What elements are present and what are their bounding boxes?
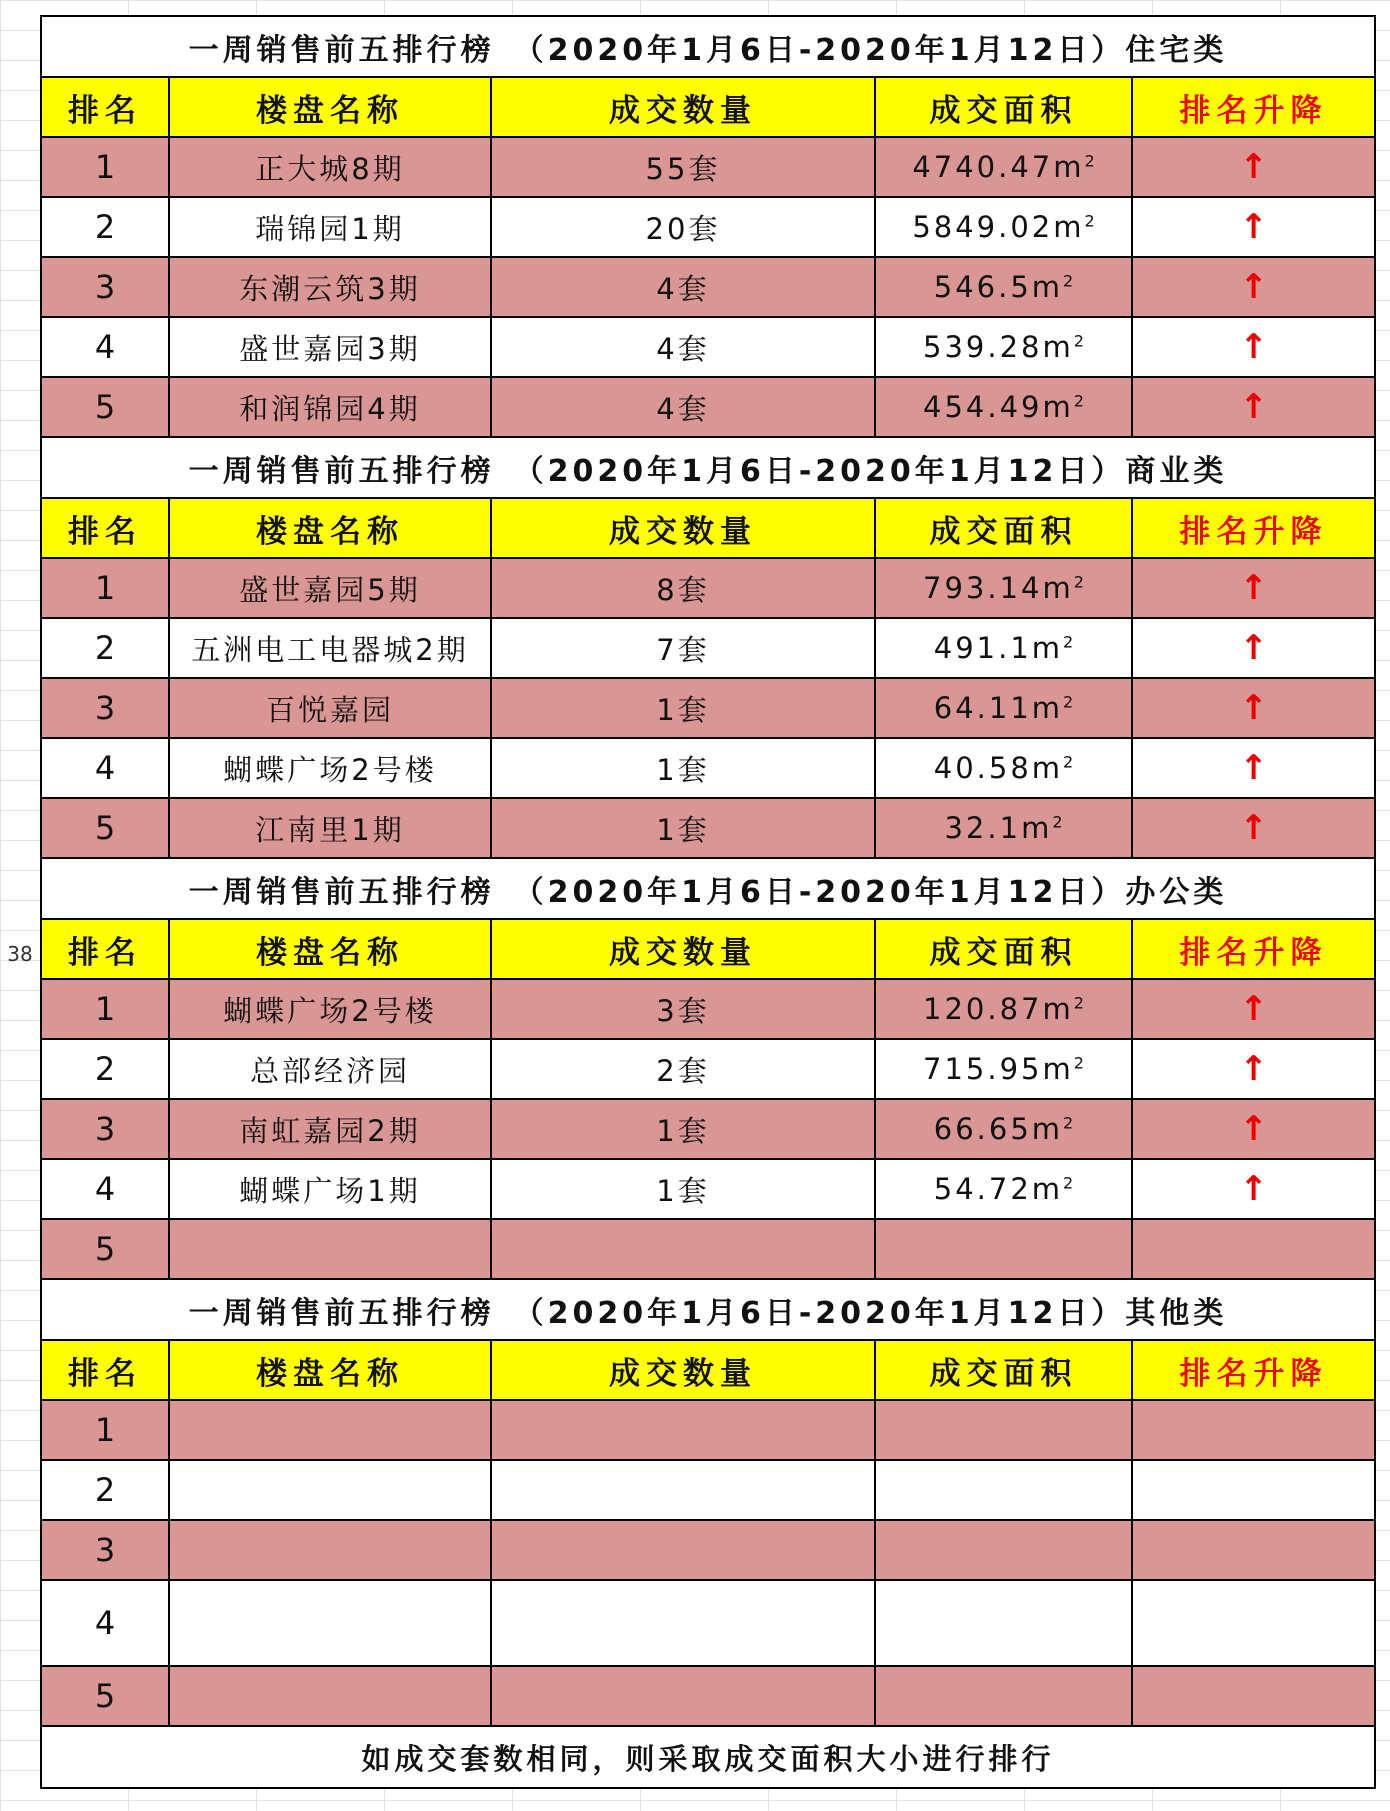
rank-change-cell[interactable] <box>1132 1520 1375 1580</box>
deal-count-cell[interactable]: 20套 <box>491 197 875 257</box>
rank-cell[interactable]: 4 <box>41 317 169 377</box>
rank-change-cell[interactable] <box>1132 1580 1375 1666</box>
rank-change-cell[interactable] <box>1132 979 1375 1039</box>
up-arrow-icon: ↑ <box>1239 808 1268 848</box>
area-value: 120.87 <box>923 992 1043 1026</box>
deal-area-cell[interactable] <box>875 1159 1132 1219</box>
column-header-row <box>41 498 1375 558</box>
table-row <box>41 1219 1375 1279</box>
up-arrow-icon: ↑ <box>1239 207 1268 247</box>
area-value: 54.72 <box>933 1172 1032 1206</box>
area-value: 64.11 <box>933 691 1032 725</box>
col-header-name[interactable]: 楼盘名称 <box>169 919 491 979</box>
deal-count-cell[interactable] <box>491 1520 875 1580</box>
col-header-rank-change[interactable]: 排名升降 <box>1132 1340 1375 1400</box>
property-name-cell[interactable]: 百悦嘉园 <box>169 678 491 738</box>
rank-cell[interactable]: 2 <box>41 197 169 257</box>
deal-area-cell[interactable] <box>875 1039 1132 1099</box>
table-row <box>41 1400 1375 1460</box>
area-value: 32.1 <box>944 811 1022 845</box>
deal-area-cell[interactable] <box>875 1400 1132 1460</box>
rank-change-cell[interactable] <box>1132 137 1375 197</box>
property-name-cell[interactable] <box>169 1580 491 1666</box>
deal-area-cell[interactable] <box>875 1460 1132 1520</box>
area-value: 715.95 <box>923 1052 1043 1086</box>
section-title[interactable]: 一周销售前五排行榜 （2020年1月6日-2020年1月12日）商业类 <box>41 437 1375 498</box>
rank-change-cell[interactable] <box>1132 1039 1375 1099</box>
rank-change-cell[interactable] <box>1132 798 1375 858</box>
table-row <box>41 1666 1375 1726</box>
sales-ranking-sheet <box>40 15 1374 1789</box>
rank-cell[interactable]: 3 <box>41 678 169 738</box>
deal-count-cell[interactable]: 1套 <box>491 678 875 738</box>
rank-change-cell[interactable] <box>1132 317 1375 377</box>
deal-area-cell[interactable] <box>875 257 1132 317</box>
area-unit-superscript: 2 <box>1052 812 1063 832</box>
property-name-cell[interactable]: 和润锦园4期 <box>169 377 491 437</box>
section-title[interactable]: 一周销售前五排行榜 （2020年1月6日-2020年1月12日）住宅类 <box>41 16 1375 77</box>
property-name-cell[interactable]: 江南里1期 <box>169 798 491 858</box>
deal-area-cell[interactable] <box>875 1219 1132 1279</box>
table-row <box>41 197 1375 257</box>
col-header-rank-change[interactable]: 排名升降 <box>1132 919 1375 979</box>
area-unit: m <box>1042 390 1074 424</box>
area-unit-superscript: 2 <box>1073 331 1084 351</box>
area-value: 4740.47 <box>912 150 1054 184</box>
col-header-rank-change[interactable]: 排名升降 <box>1132 77 1375 137</box>
up-arrow-icon: ↑ <box>1239 628 1268 668</box>
rank-cell[interactable]: 1 <box>41 558 169 618</box>
deal-count-cell[interactable] <box>491 1666 875 1726</box>
area-unit-superscript: 2 <box>1073 1053 1084 1073</box>
area-unit-superscript: 2 <box>1063 1113 1074 1133</box>
table-row <box>41 377 1375 437</box>
deal-area-cell[interactable] <box>875 558 1132 618</box>
table-row <box>41 137 1375 197</box>
table-row <box>41 678 1375 738</box>
rank-cell[interactable]: 5 <box>41 1219 169 1279</box>
up-arrow-icon: ↑ <box>1239 1049 1268 1089</box>
col-header-name[interactable]: 楼盘名称 <box>169 1340 491 1400</box>
table-row <box>41 1460 1375 1520</box>
sales-ranking-table <box>40 15 1376 1789</box>
deal-area-cell[interactable] <box>875 377 1132 437</box>
col-header-rank[interactable]: 排名 <box>41 1340 169 1400</box>
deal-count-cell[interactable] <box>491 1460 875 1520</box>
table-row <box>41 558 1375 618</box>
rank-change-cell[interactable] <box>1132 257 1375 317</box>
table-row <box>41 1159 1375 1219</box>
col-header-area[interactable]: 成交面积 <box>875 498 1132 558</box>
area-value: 793.14 <box>923 571 1043 605</box>
area-unit-superscript: 2 <box>1063 1173 1074 1193</box>
area-unit: m <box>1042 571 1074 605</box>
table-row <box>41 317 1375 377</box>
col-header-area[interactable]: 成交面积 <box>875 1340 1132 1400</box>
section-title[interactable]: 一周销售前五排行榜 （2020年1月6日-2020年1月12日）其他类 <box>41 1279 1375 1340</box>
rank-cell[interactable]: 4 <box>41 1580 169 1666</box>
deal-count-cell[interactable]: 4套 <box>491 257 875 317</box>
deal-area-cell[interactable] <box>875 1099 1132 1159</box>
deal-area-cell[interactable] <box>875 197 1132 257</box>
rank-change-cell[interactable] <box>1132 197 1375 257</box>
up-arrow-icon: ↑ <box>1239 387 1268 427</box>
area-unit: m <box>1053 150 1085 184</box>
col-header-rank[interactable]: 排名 <box>41 498 169 558</box>
property-name-cell[interactable] <box>169 1520 491 1580</box>
section-title-row <box>41 16 1375 77</box>
area-unit-superscript: 2 <box>1063 632 1074 652</box>
deal-count-cell[interactable]: 2套 <box>491 1039 875 1099</box>
up-arrow-icon: ↑ <box>1239 989 1268 1029</box>
rank-change-cell[interactable] <box>1132 738 1375 798</box>
property-name-cell[interactable]: 盛世嘉园3期 <box>169 317 491 377</box>
deal-count-cell[interactable]: 55套 <box>491 137 875 197</box>
up-arrow-icon: ↑ <box>1239 688 1268 728</box>
up-arrow-icon: ↑ <box>1239 327 1268 367</box>
column-header-row <box>41 919 1375 979</box>
rank-cell[interactable]: 3 <box>41 257 169 317</box>
rank-change-cell[interactable] <box>1132 1099 1375 1159</box>
table-row <box>41 979 1375 1039</box>
col-header-name[interactable]: 楼盘名称 <box>169 77 491 137</box>
rank-change-cell[interactable] <box>1132 1460 1375 1520</box>
property-name-cell[interactable]: 蝴蝶广场2号楼 <box>169 738 491 798</box>
rank-cell[interactable]: 2 <box>41 1460 169 1520</box>
area-unit: m <box>1042 330 1074 364</box>
property-name-cell[interactable]: 总部经济园 <box>169 1039 491 1099</box>
deal-count-cell[interactable]: 3套 <box>491 979 875 1039</box>
deal-area-cell[interactable] <box>875 678 1132 738</box>
deal-count-cell[interactable]: 8套 <box>491 558 875 618</box>
rank-cell[interactable]: 4 <box>41 1159 169 1219</box>
footnote-row <box>41 1726 1375 1788</box>
rank-cell[interactable]: 3 <box>41 1520 169 1580</box>
property-name-cell[interactable] <box>169 1460 491 1520</box>
rank-cell[interactable]: 1 <box>41 137 169 197</box>
spreadsheet-row-number[interactable]: 38 <box>7 942 33 966</box>
area-unit-superscript: 2 <box>1063 752 1074 772</box>
property-name-cell[interactable] <box>169 1400 491 1460</box>
area-unit: m <box>1021 811 1053 845</box>
col-header-area[interactable]: 成交面积 <box>875 919 1132 979</box>
table-row <box>41 738 1375 798</box>
deal-area-cell[interactable] <box>875 137 1132 197</box>
property-name-cell[interactable]: 正大城8期 <box>169 137 491 197</box>
rank-change-cell[interactable] <box>1132 558 1375 618</box>
deal-count-cell[interactable]: 4套 <box>491 317 875 377</box>
up-arrow-icon: ↑ <box>1239 1109 1268 1149</box>
col-header-rank[interactable]: 排名 <box>41 77 169 137</box>
col-header-count[interactable]: 成交数量 <box>491 1340 875 1400</box>
table-row <box>41 1099 1375 1159</box>
area-unit-superscript: 2 <box>1084 211 1095 231</box>
deal-count-cell[interactable] <box>491 1219 875 1279</box>
table-row <box>41 1580 1375 1666</box>
property-name-cell[interactable]: 瑞锦园1期 <box>169 197 491 257</box>
area-value: 491.1 <box>933 631 1032 665</box>
rank-change-cell[interactable] <box>1132 1666 1375 1726</box>
rank-cell[interactable]: 1 <box>41 979 169 1039</box>
area-unit: m <box>1031 751 1064 785</box>
deal-area-cell[interactable] <box>875 798 1132 858</box>
area-value: 539.28 <box>923 330 1043 364</box>
deal-count-cell[interactable]: 1套 <box>491 1159 875 1219</box>
area-value: 5849.02 <box>912 210 1054 244</box>
rank-cell[interactable]: 3 <box>41 1099 169 1159</box>
area-value: 40.58 <box>933 751 1032 785</box>
deal-count-cell[interactable]: 1套 <box>491 738 875 798</box>
property-name-cell[interactable] <box>169 1666 491 1726</box>
col-header-rank-change[interactable]: 排名升降 <box>1132 498 1375 558</box>
area-value: 66.65 <box>933 1112 1032 1146</box>
rank-change-cell[interactable] <box>1132 377 1375 437</box>
area-unit: m <box>1053 210 1085 244</box>
rank-change-cell[interactable] <box>1132 618 1375 678</box>
deal-area-cell[interactable] <box>875 1520 1132 1580</box>
up-arrow-icon: ↑ <box>1239 267 1268 307</box>
footnote[interactable]: 如成交套数相同，则采取成交面积大小进行排行 <box>41 1726 1375 1788</box>
area-unit: m <box>1031 691 1064 725</box>
rank-change-cell[interactable] <box>1132 1159 1375 1219</box>
table-body <box>41 16 1375 1788</box>
area-unit-superscript: 2 <box>1063 271 1074 291</box>
deal-count-cell[interactable] <box>491 1580 875 1666</box>
col-header-name[interactable]: 楼盘名称 <box>169 498 491 558</box>
section-title-row <box>41 1279 1375 1340</box>
deal-count-cell[interactable]: 4套 <box>491 377 875 437</box>
deal-area-cell[interactable] <box>875 1580 1132 1666</box>
up-arrow-icon: ↑ <box>1239 568 1268 608</box>
table-row <box>41 798 1375 858</box>
rank-cell[interactable]: 5 <box>41 798 169 858</box>
col-header-area[interactable]: 成交面积 <box>875 77 1132 137</box>
rank-cell[interactable]: 2 <box>41 1039 169 1099</box>
column-header-row <box>41 1340 1375 1400</box>
section-title-row <box>41 437 1375 498</box>
property-name-cell[interactable]: 蝴蝶广场1期 <box>169 1159 491 1219</box>
rank-change-cell[interactable] <box>1132 678 1375 738</box>
section-title[interactable]: 一周销售前五排行榜 （2020年1月6日-2020年1月12日）办公类 <box>41 858 1375 919</box>
rank-cell[interactable]: 1 <box>41 1400 169 1460</box>
rank-cell[interactable]: 4 <box>41 738 169 798</box>
deal-area-cell[interactable] <box>875 979 1132 1039</box>
area-unit: m <box>1042 1052 1074 1086</box>
table-row <box>41 618 1375 678</box>
area-unit-superscript: 2 <box>1073 993 1084 1013</box>
area-unit-superscript: 2 <box>1073 391 1084 411</box>
table-row <box>41 1039 1375 1099</box>
rank-change-cell[interactable] <box>1132 1400 1375 1460</box>
property-name-cell[interactable]: 南虹嘉园2期 <box>169 1099 491 1159</box>
up-arrow-icon: ↑ <box>1239 1169 1268 1209</box>
deal-area-cell[interactable] <box>875 1666 1132 1726</box>
rank-change-cell[interactable] <box>1132 1219 1375 1279</box>
up-arrow-icon: ↑ <box>1239 147 1268 187</box>
area-unit: m <box>1031 1172 1064 1206</box>
area-unit-superscript: 2 <box>1063 692 1074 712</box>
up-arrow-icon: ↑ <box>1239 748 1268 788</box>
area-unit-superscript: 2 <box>1084 151 1095 171</box>
area-unit: m <box>1031 270 1064 304</box>
table-row <box>41 1520 1375 1580</box>
area-unit: m <box>1031 631 1064 665</box>
col-header-count[interactable]: 成交数量 <box>491 919 875 979</box>
property-name-cell[interactable] <box>169 1219 491 1279</box>
deal-count-cell[interactable]: 1套 <box>491 798 875 858</box>
deal-area-cell[interactable] <box>875 738 1132 798</box>
area-unit: m <box>1042 992 1074 1026</box>
table-row <box>41 257 1375 317</box>
col-header-count[interactable]: 成交数量 <box>491 77 875 137</box>
deal-count-cell[interactable]: 1套 <box>491 1099 875 1159</box>
rank-cell[interactable]: 2 <box>41 618 169 678</box>
deal-area-cell[interactable] <box>875 317 1132 377</box>
property-name-cell[interactable]: 五洲电工电器城2期 <box>169 618 491 678</box>
area-unit-superscript: 2 <box>1073 572 1084 592</box>
property-name-cell[interactable]: 蝴蝶广场2号楼 <box>169 979 491 1039</box>
section-title-row <box>41 858 1375 919</box>
deal-count-cell[interactable]: 7套 <box>491 618 875 678</box>
col-header-rank[interactable]: 排名 <box>41 919 169 979</box>
property-name-cell[interactable]: 东潮云筑3期 <box>169 257 491 317</box>
rank-cell[interactable]: 5 <box>41 377 169 437</box>
area-unit: m <box>1031 1112 1064 1146</box>
area-value: 546.5 <box>933 270 1032 304</box>
column-header-row <box>41 77 1375 137</box>
deal-count-cell[interactable] <box>491 1400 875 1460</box>
property-name-cell[interactable]: 盛世嘉园5期 <box>169 558 491 618</box>
deal-area-cell[interactable] <box>875 618 1132 678</box>
area-value: 454.49 <box>923 390 1043 424</box>
col-header-count[interactable]: 成交数量 <box>491 498 875 558</box>
rank-cell[interactable]: 5 <box>41 1666 169 1726</box>
